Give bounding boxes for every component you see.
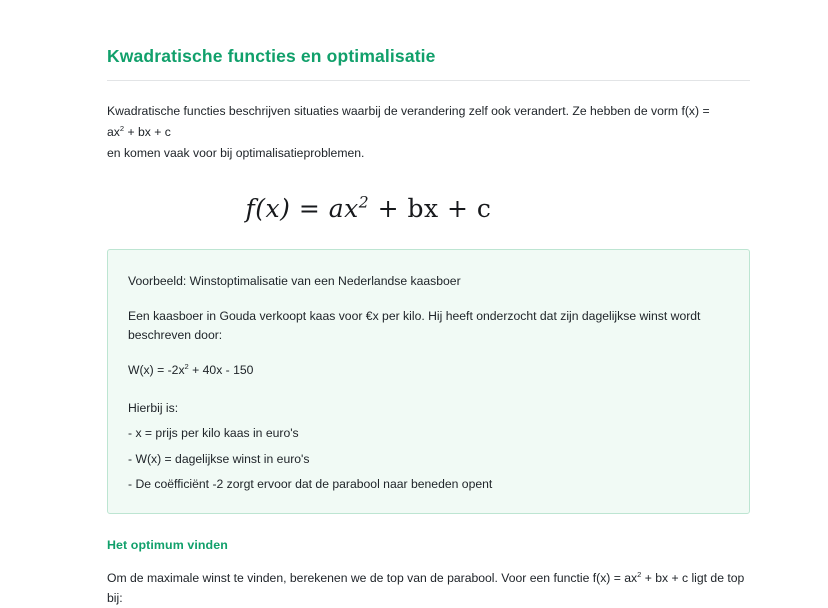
example-list-item-1: - x = prijs per kilo kaas in euro's <box>128 426 299 441</box>
closing-prefix: Om de maximale winst te vinden, berekenen we de top van de parabool. Voor een functie f(x) = ax <box>107 571 638 586</box>
example-formula-prefix: W(x) = -2x <box>128 362 185 377</box>
closing-paragraph <box>107 569 750 608</box>
formula-exponent: 2 <box>358 193 370 212</box>
intro-text-line2: en komen vaak voor bij optimalisatieproblemen. <box>107 145 365 160</box>
closing-exponent: 2 <box>637 570 642 580</box>
section-heading-optimum: Het optimum vinden <box>107 538 228 553</box>
example-context: Een kaasboer in Gouda verkoopt kaas voor €x per kilo. Hij heeft onderzocht dat zijn dagelijkse winst wordt beschreven door: <box>128 309 701 342</box>
example-list-item-2: - W(x) = dagelijkse winst in euro's <box>128 451 310 466</box>
closing-suffix: + bx + c ligt de top bij: <box>107 571 745 605</box>
intro-exponent: 2 <box>119 123 125 133</box>
example-formula-suffix: + 40x - 150 <box>188 362 254 377</box>
example-list-item-3: - De coëfficiënt -2 zorgt ervoor dat de parabool naar beneden opent <box>128 477 493 492</box>
display-formula <box>246 194 492 223</box>
intro-text-line1: Kwadratische functies beschrijven situaties waarbij de verandering zelf ook verandert. Ze hebben de vorm f(x) = ax <box>107 104 710 139</box>
formula-suffix: + bx + c <box>369 193 492 223</box>
example-formula <box>128 361 729 379</box>
title-divider <box>107 80 750 81</box>
example-heading: Voorbeeld: Winstoptimalisatie van een Nederlandse kaasboer <box>128 273 461 288</box>
example-callout-box <box>107 249 750 514</box>
intro-paragraph <box>107 101 717 164</box>
display-formula-block <box>107 194 750 223</box>
intro-text-line1-tail: + bx + c <box>124 124 171 139</box>
example-formula-exponent: 2 <box>184 361 189 371</box>
example-list-intro: Hierbij is: <box>128 401 179 416</box>
page-title: Kwadratische functies en optimalisatie <box>107 46 436 66</box>
formula-prefix: f(x) = ax <box>245 193 359 223</box>
